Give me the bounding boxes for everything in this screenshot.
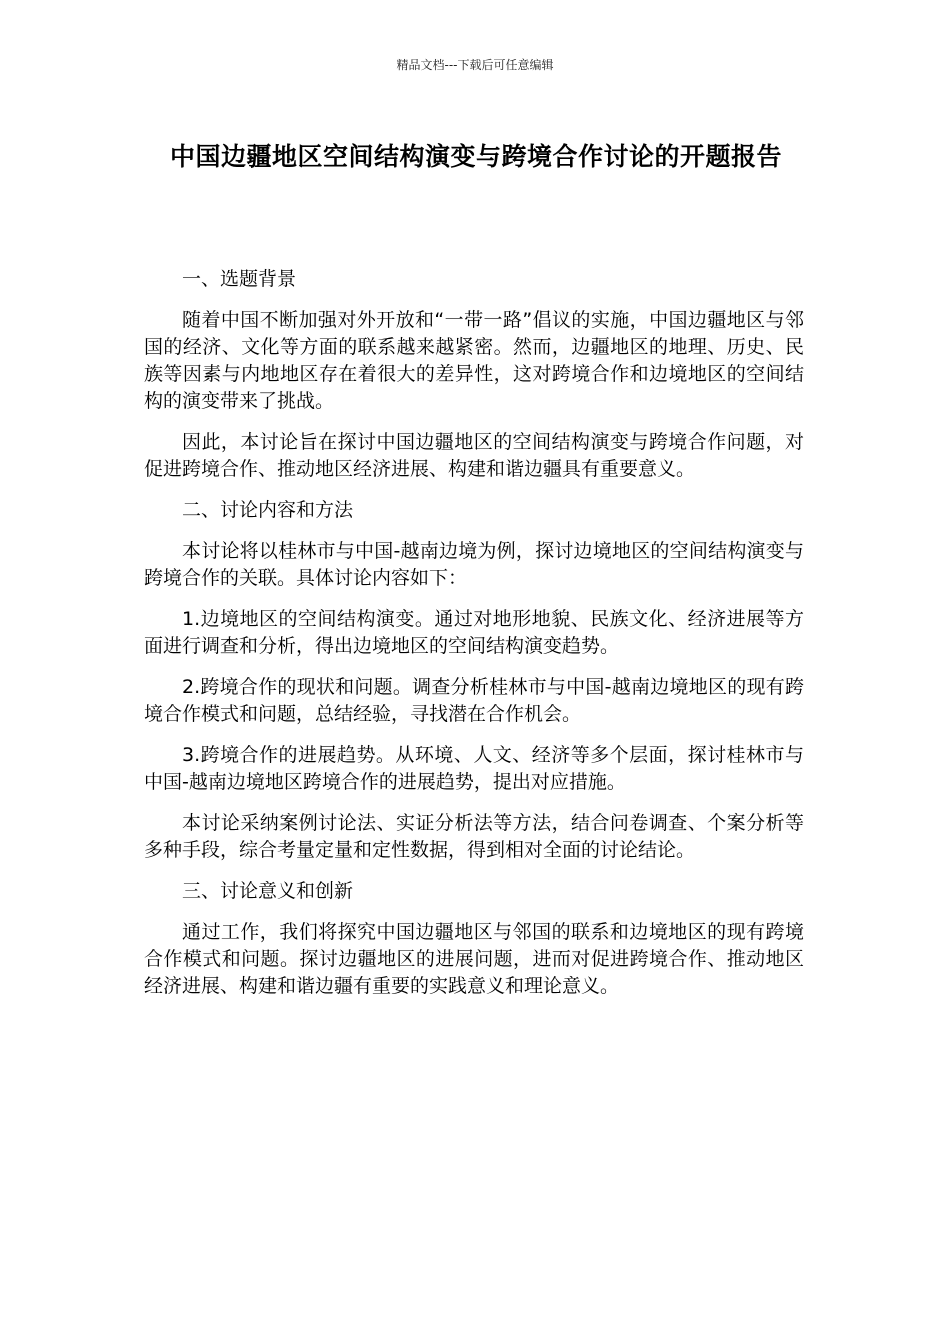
section-heading-background: 一、选题背景 bbox=[182, 268, 297, 290]
section-heading-content-methods: 二、讨论内容和方法 bbox=[182, 499, 354, 521]
paragraph-background-1: 随着中国不断加强对外开放和“一带一路”倡议的实施，中国边疆地区与邻国的经济、文化等方面的联系越来越紧密。然而，边疆地区的地理、历史、民族等因素与内地地区存在着很大的差异性，这对跨境合作和边境地区的空间结构的演变带来了挑战。 bbox=[144, 309, 804, 412]
document-title: 中国边疆地区空间结构演变与跨境合作讨论的开题报告 bbox=[169, 142, 782, 171]
paragraph-content-intro: 本讨论将以桂林市与中国-越南边境为例，探讨边境地区的空间结构演变与跨境合作的关联。具体讨论内容如下： bbox=[144, 540, 804, 589]
section-heading-significance: 三、讨论意义和创新 bbox=[182, 880, 354, 902]
list-item-current-status: 2.跨境合作的现状和问题。调查分析桂林市与中国-越南边境地区的现有跨境合作模式和问题，总结经验，寻找潜在合作机会。 bbox=[144, 676, 804, 725]
paragraph-methods: 本讨论采纳案例讨论法、实证分析法等方法，结合问卷调查、个案分析等多种手段，综合考量定量和定性数据，得到相对全面的讨论结论。 bbox=[144, 812, 804, 861]
paragraph-background-2: 因此，本讨论旨在探讨中国边疆地区的空间结构演变与跨境合作问题，对促进跨境合作、推动地区经济进展、构建和谐边疆具有重要意义。 bbox=[144, 431, 804, 480]
paragraph-significance: 通过工作，我们将探究中国边疆地区与邻国的联系和边境地区的现有跨境合作模式和问题。探讨边疆地区的进展问题，进而对促进跨境合作、推动地区经济进展、构建和谐边疆有重要的实践意义和理论意义。 bbox=[144, 921, 804, 997]
list-item-trends: 3.跨境合作的进展趋势。从环境、人文、经济等多个层面，探讨桂林市与中国-越南边境地区跨境合作的进展趋势，提出对应措施。 bbox=[144, 744, 804, 793]
page-header: 精品文档---下载后可任意编辑 bbox=[396, 58, 554, 72]
document-body bbox=[144, 266, 804, 1014]
list-item-spatial-structure: 1.边境地区的空间结构演变。通过对地形地貌、民族文化、经济进展等方面进行调查和分析，得出边境地区的空间结构演变趋势。 bbox=[144, 608, 804, 657]
